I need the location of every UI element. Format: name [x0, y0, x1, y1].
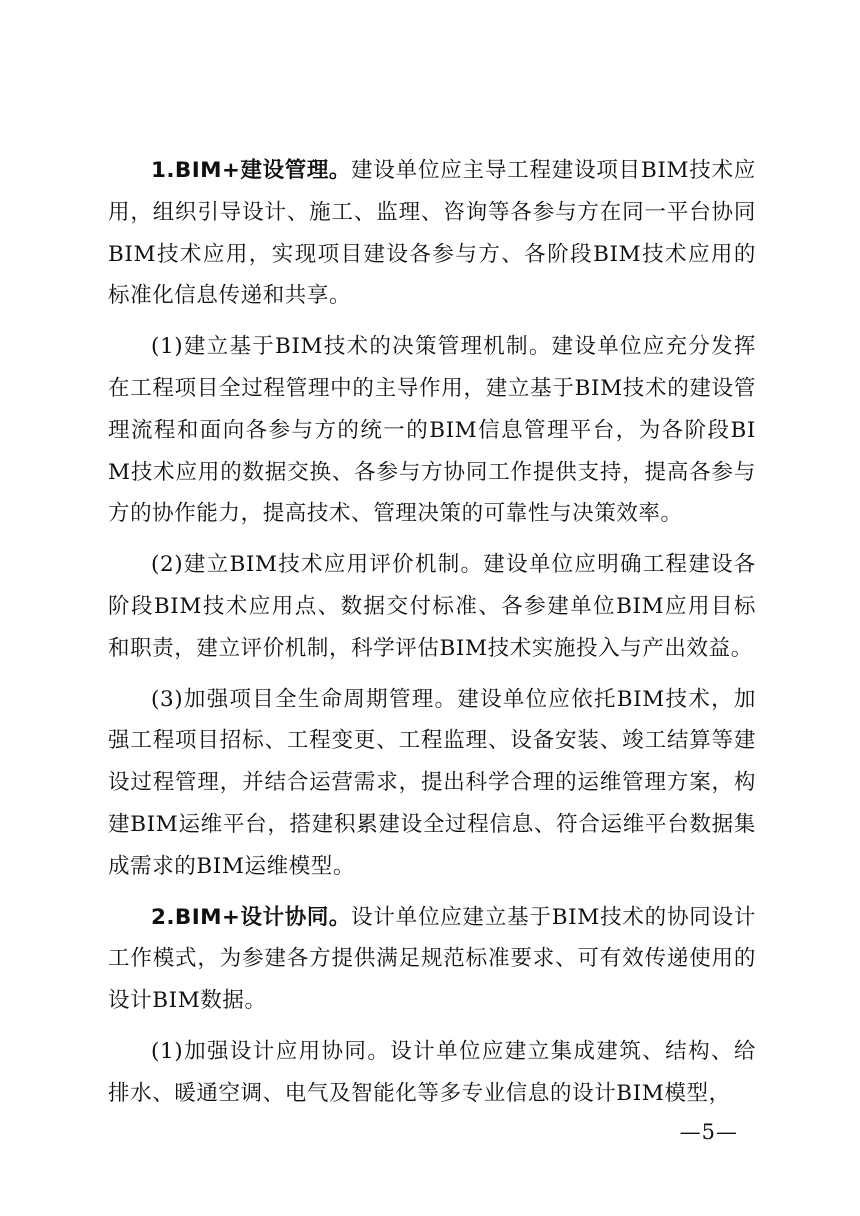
paragraph-design-application-collaboration: [108, 1031, 756, 1115]
paragraph-bim-construction-management: [108, 150, 756, 317]
paragraph-lifecycle-management: [108, 679, 756, 888]
paragraph-text: (2)建立BIM技术应用评价机制。建设单位应明确工程建设各阶段BIM技术应用点、数据交付标准、各参建单位BIM应用目标和职责，建立评价机制，科学评估BIM技术实施投入与产出效益。: [108, 552, 756, 661]
paragraph-text: 建设单位应主导工程建设项目BIM技术应用，组织引导设计、施工、监理、咨询等各参与方在同一平台协同BIM技术应用，实现项目建设各参与方、各阶段BIM技术应用的标准化信息传递和共享。: [108, 158, 756, 309]
paragraph-text: (1)建立基于BIM技术的决策管理机制。建设单位应充分发挥在工程项目全过程管理中的主导作用，建立基于BIM技术的建设管理流程和面向各参与方的统一的BIM信息管理平台，为各阶段BIM技术应用的数据交换、各参与方协同工作提供支持，提高各参与方的协作能力，提高技术、管理决策的可靠性与决策效率。: [108, 334, 756, 527]
document-body: [108, 150, 756, 1124]
page-number: —5—: [679, 1120, 738, 1144]
paragraph-text: (1)加强设计应用协同。设计单位应建立集成建筑、结构、给排水、暖通空调、电气及智能化等多专业信息的设计BIM模型，: [108, 1038, 756, 1106]
paragraph-decision-mechanism: [108, 326, 756, 535]
paragraph-text: 设计单位应建立基于BIM技术的协同设计工作模式，为参建各方提供满足规范标准要求、可有效传递使用的设计BIM数据。: [108, 904, 756, 1014]
paragraph-evaluation-mechanism: [108, 544, 756, 669]
heading-bim-construction-management: 1.BIM+建设管理。: [151, 158, 352, 183]
heading-bim-design-collaboration: 2.BIM+设计协同。: [151, 904, 352, 930]
paragraph-text: (3)加强项目全生命周期管理。建设单位应依托BIM技术，加强工程项目招标、工程变更、工程监理、设备安装、竣工结算等建设过程管理，并结合运营需求，提出科学合理的运维管理方案，构建BIM运维平台，搭建积累建设全过程信息、符合运维平台数据集成需求的BIM运维模型。: [108, 686, 756, 879]
paragraph-bim-design-collaboration: [108, 897, 756, 1022]
